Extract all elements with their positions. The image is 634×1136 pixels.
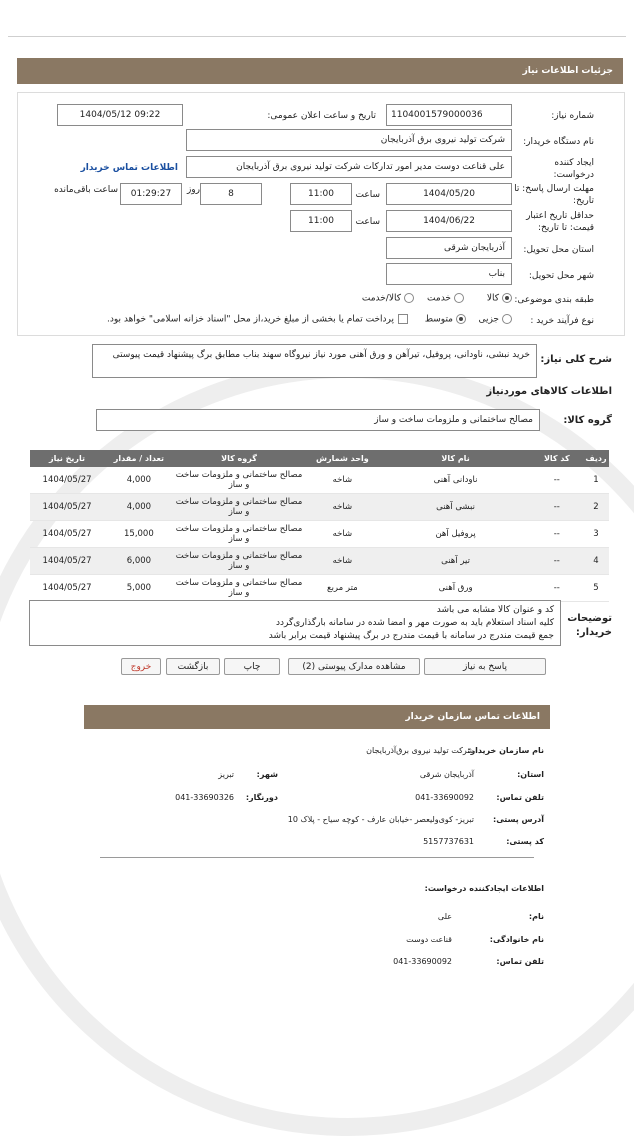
col-qty: تعداد / مقدار [104, 450, 174, 467]
creator-name-label: نام: [528, 912, 544, 921]
goods-group-label: گروه کالا: [563, 415, 612, 426]
cell-name: ناودانی آهنی [380, 467, 530, 494]
table-row[interactable] [30, 494, 609, 521]
cell-unit: شاخه [304, 467, 380, 494]
province-label: استان محل تحویل: [523, 245, 594, 255]
buyer-org-label: نام دستگاه خریدار: [523, 137, 594, 147]
contact-org: شرکت تولید نیروی برق‌آذربایجان [366, 746, 474, 755]
buyer-notes-label: توضیحات خریدار: [567, 613, 612, 638]
cell-date: 1404/05/27 [30, 548, 104, 575]
cell-qty: 5,000 [104, 575, 174, 602]
table-row[interactable] [30, 467, 609, 494]
contact-province-label: استان: [517, 770, 544, 779]
radio-both[interactable] [404, 293, 414, 303]
contact-province: آذربایجان شرقی [419, 770, 474, 779]
remaining-label: ساعت باقی‌مانده [54, 185, 118, 195]
cell-unit: متر مربع [304, 575, 380, 602]
creator-phone-label: تلفن تماس: [496, 957, 544, 966]
cell-qty: 6,000 [104, 548, 174, 575]
cell-code: -- [531, 521, 583, 548]
deadline-time-label: ساعت [355, 190, 380, 200]
contact-address: تبریز- کوی‌ولیعصر -خیابان عارف - کوچه سیاح - پلاک 10 [287, 815, 474, 824]
contact-fax: 041-33690326 [175, 793, 234, 802]
cell-row: 3 [583, 521, 609, 548]
exit-button[interactable]: خروج [121, 658, 161, 675]
deadline-label: مهلت ارسال پاسخ: تا تاریخ: [514, 184, 594, 206]
table-row[interactable] [30, 521, 609, 548]
contact-header [84, 705, 550, 729]
contact-phone-label: تلفن تماس: [496, 793, 544, 802]
goods-info-title: اطلاعات کالاهای موردنیاز [486, 386, 612, 397]
contact-divider [100, 857, 534, 858]
need-number-label: شماره نیاز: [551, 111, 594, 121]
cell-date: 1404/05/27 [30, 494, 104, 521]
day-label: روز [186, 185, 200, 195]
buyer-note-line: جمع قیمت مندرج در سامانه با قیمت مندرج در برگ پیشنهاد قیمت برابر باشد [268, 631, 554, 641]
col-row: ردیف [583, 450, 609, 467]
reply-button[interactable]: پاسخ به نیاز [424, 658, 546, 675]
city-field[interactable]: بناب [386, 263, 512, 285]
goods-group-field[interactable]: مصالح ساختمانی و ملزومات ساخت و ساز [96, 409, 540, 431]
cell-name: تیر آهنی [380, 548, 530, 575]
radio-medium[interactable] [456, 314, 466, 324]
days-field[interactable]: 8 [200, 183, 262, 205]
top-divider [8, 36, 626, 37]
contact-phone: 041-33690092 [415, 793, 474, 802]
creator-info-title: اطلاعات ایجادکننده درخواست: [424, 884, 544, 893]
col-code: کد کالا [531, 450, 583, 467]
contact-org-label: نام سازمان خریدار: [467, 746, 544, 755]
announce-dt-label: تاریخ و ساعت اعلان عمومی: [267, 111, 376, 121]
cell-group: مصالح ساختمانی و ملزومات ساخت و ساز [174, 548, 305, 575]
radio-minor[interactable] [502, 314, 512, 324]
back-button[interactable]: بازگشت [166, 658, 220, 675]
creator-phone: 041-33690092 [393, 957, 452, 966]
table-row[interactable] [30, 575, 609, 602]
province-field[interactable]: آذربایجان شرقی [386, 237, 512, 259]
cell-date: 1404/05/27 [30, 467, 104, 494]
cell-qty: 4,000 [104, 467, 174, 494]
col-group: گروه کالا [174, 450, 305, 467]
category-option-service[interactable]: خدمت [427, 293, 464, 304]
cell-name: ورق آهنی [380, 575, 530, 602]
attachments-button[interactable]: مشاهده مدارک پیوستی (2) [288, 658, 420, 675]
cell-row: 2 [583, 494, 609, 521]
payment-note[interactable]: پرداخت تمام یا بخشی از مبلغ خرید،از محل "اسناد خزانه اسلامی" خواهد بود. [107, 314, 408, 325]
radio-goods[interactable] [502, 293, 512, 303]
cell-unit: شاخه [304, 548, 380, 575]
cell-qty: 15,000 [104, 521, 174, 548]
category-label: طبقه بندی موضوعی: [514, 295, 594, 305]
cell-row: 1 [583, 467, 609, 494]
cell-date: 1404/05/27 [30, 521, 104, 548]
radio-service[interactable] [454, 293, 464, 303]
print-button[interactable]: چاپ [224, 658, 280, 675]
creator-field[interactable]: علی قناعت دوست مدیر امور تدارکات شرکت تولید نیروی برق آذربایجان [186, 156, 512, 178]
deadline-time-field[interactable]: 11:00 [290, 183, 352, 205]
page-title: جزئیات اطلاعات نیاز [522, 66, 613, 76]
contact-address-label: آدرس پستی: [493, 815, 544, 824]
cell-name: پروفیل آهن [380, 521, 530, 548]
table-row[interactable] [30, 548, 609, 575]
cell-row: 4 [583, 548, 609, 575]
cell-name: نبشی آهنی [380, 494, 530, 521]
min-price-time-label: ساعت [355, 217, 380, 227]
category-option-goods[interactable]: کالا [487, 293, 512, 304]
need-number-field[interactable]: 1104001579000036 [386, 104, 512, 126]
announce-dt-field[interactable]: 1404/05/12 09:22 [57, 104, 183, 126]
buyer-note-line: کلیه اسناد استعلام باید به صورت مهر و امضا شده در سامانه بارگذاری‌گردد [275, 618, 554, 628]
items-table [30, 450, 609, 602]
cell-date: 1404/05/27 [30, 575, 104, 602]
cell-group: مصالح ساختمانی و ملزومات ساخت و ساز [174, 467, 305, 494]
contact-city-label: شهر: [256, 770, 278, 779]
process-label: نوع فرآیند خرید : [530, 316, 594, 326]
page-header [17, 58, 623, 84]
cell-code: -- [531, 548, 583, 575]
cell-unit: شاخه [304, 494, 380, 521]
contact-title: اطلاعات تماس سازمان خریدار [405, 712, 540, 722]
remaining-time-field[interactable]: 01:29:27 [120, 183, 182, 205]
deadline-date-field[interactable]: 1404/05/20 [386, 183, 512, 205]
creator-family-label: نام خانوادگی: [489, 935, 544, 944]
contact-fax-label: دورنگار: [245, 793, 278, 802]
contact-postal: 5157737631 [423, 837, 474, 846]
min-price-time-field[interactable]: 11:00 [290, 210, 352, 232]
cell-row: 5 [583, 575, 609, 602]
min-price-date-field[interactable]: 1404/06/22 [386, 210, 512, 232]
summary-field[interactable]: خرید نبشی، ناودانی، پروفیل، تیرآهن و ورق آهنی مورد نیاز نیروگاه سهند بناب مطابق برگ پیشنهاد قیمت پیوستی [92, 344, 537, 378]
cell-unit: شاخه [304, 521, 380, 548]
creator-label: ایجاد کننده درخواست: [553, 158, 594, 180]
cell-qty: 4,000 [104, 494, 174, 521]
category-option-both[interactable]: کالا/خدمت [362, 293, 414, 304]
payment-checkbox[interactable] [398, 314, 408, 324]
min-price-label: حداقل تاریخ اعتبار قیمت: تا تاریخ: [526, 211, 594, 233]
cell-group: مصالح ساختمانی و ملزومات ساخت و ساز [174, 521, 305, 548]
summary-label: شرح کلی نیاز: [540, 354, 612, 365]
buyer-org-field[interactable]: شرکت تولید نیروی برق آذربایجان [186, 129, 512, 151]
creator-name: علی [437, 912, 452, 921]
process-option-minor[interactable]: جزیی [478, 314, 512, 325]
city-label: شهر محل تحویل: [528, 271, 594, 281]
process-option-medium[interactable]: متوسط [425, 314, 466, 325]
buyer-contact-link[interactable]: اطلاعات تماس خریدار [80, 163, 178, 173]
col-unit: واحد شمارش [304, 450, 380, 467]
cell-group: مصالح ساختمانی و ملزومات ساخت و ساز [174, 494, 305, 521]
cell-code: -- [531, 575, 583, 602]
cell-code: -- [531, 467, 583, 494]
cell-group: مصالح ساختمانی و ملزومات ساخت و ساز [174, 575, 305, 602]
buyer-notes-box [29, 600, 561, 646]
contact-postal-label: کد پستی: [506, 837, 544, 846]
col-date: تاریخ نیاز [30, 450, 104, 467]
cell-code: -- [531, 494, 583, 521]
creator-family: قناعت دوست [406, 935, 452, 944]
col-name: نام کالا [380, 450, 530, 467]
buyer-note-line: کد و عنوان کالا مشابه می باشد [436, 605, 554, 615]
contact-city: تبریز [218, 770, 234, 779]
table-header-row [30, 450, 609, 467]
